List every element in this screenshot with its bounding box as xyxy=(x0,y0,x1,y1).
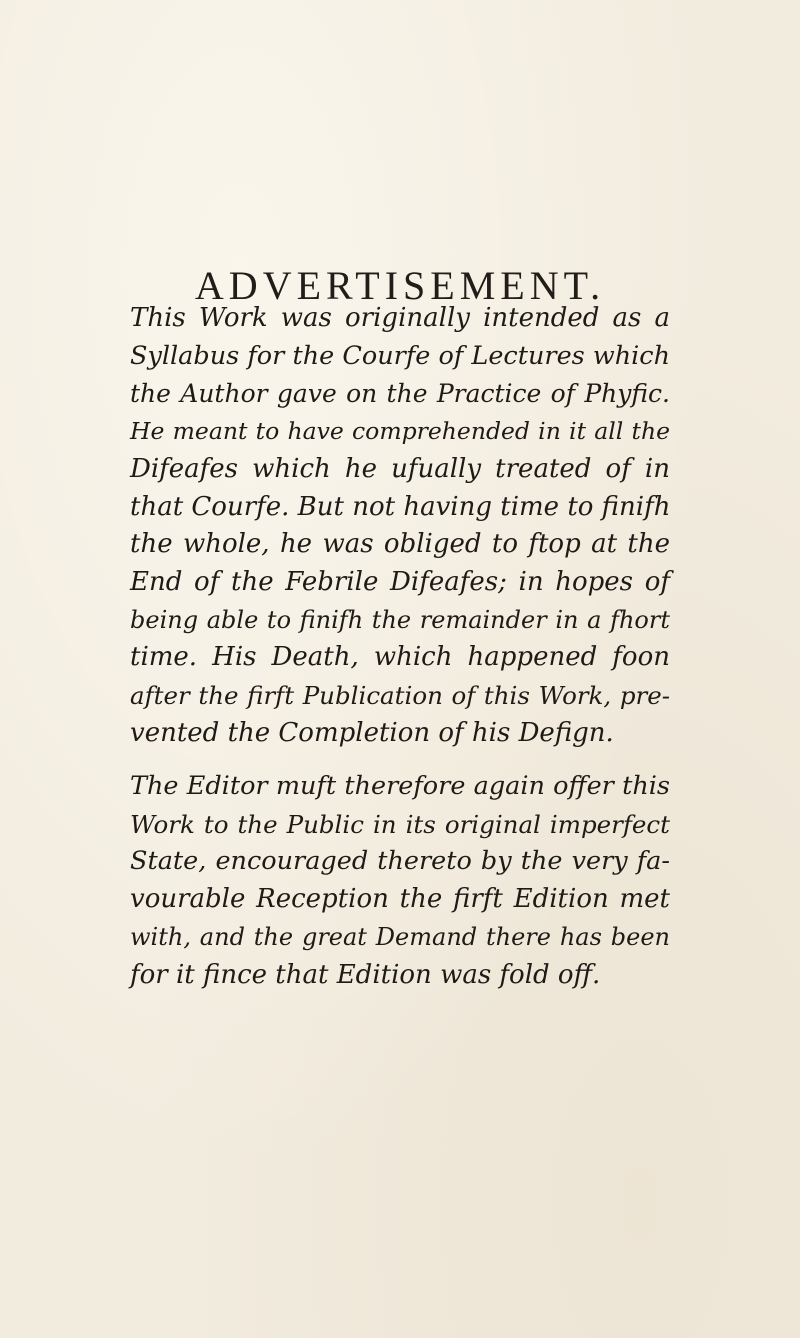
text-line: that Courfe. But not having time to finifh xyxy=(130,491,671,522)
text-line: The Editor muft therefore again offer this xyxy=(130,771,670,801)
text-line: with, and the great Demand there has been xyxy=(130,922,670,951)
paragraph-1 xyxy=(130,300,670,752)
text-line: the whole, he was obliged to ftop at the xyxy=(130,529,670,560)
text-line: vourable Reception the firft Edition met xyxy=(130,884,670,915)
paragraph-2 xyxy=(130,768,670,994)
text-line: Work to the Public in its original imperfect xyxy=(130,809,670,839)
text-line: after the firft Publication of this Work, pre- xyxy=(130,681,670,711)
text-line: Syllabus for the Courfe of Lectures which xyxy=(130,340,670,371)
text-line: He meant to have comprehended in it all the xyxy=(130,417,670,446)
text-line: for it fince that Edition was fold off. xyxy=(130,959,601,990)
text-line: the Author gave on the Practice of Phyfic. xyxy=(130,379,670,409)
text-line: time. His Death, which happened foon xyxy=(130,642,670,673)
text-line: End of the Febrile Difeafes; in hopes of xyxy=(130,566,670,597)
text-line: being able to finifh the remainder in a fhort xyxy=(130,605,670,634)
text-line: Difeafes which he ufually treated of in xyxy=(130,453,670,484)
page-heading: ADVERTISEMENT. xyxy=(194,263,606,308)
text-line: vented the Completion of his Defign. xyxy=(130,717,614,748)
text-line: This Work was originally intended as a xyxy=(130,303,670,333)
text-line: State, encouraged thereto by the very fa- xyxy=(130,846,670,877)
